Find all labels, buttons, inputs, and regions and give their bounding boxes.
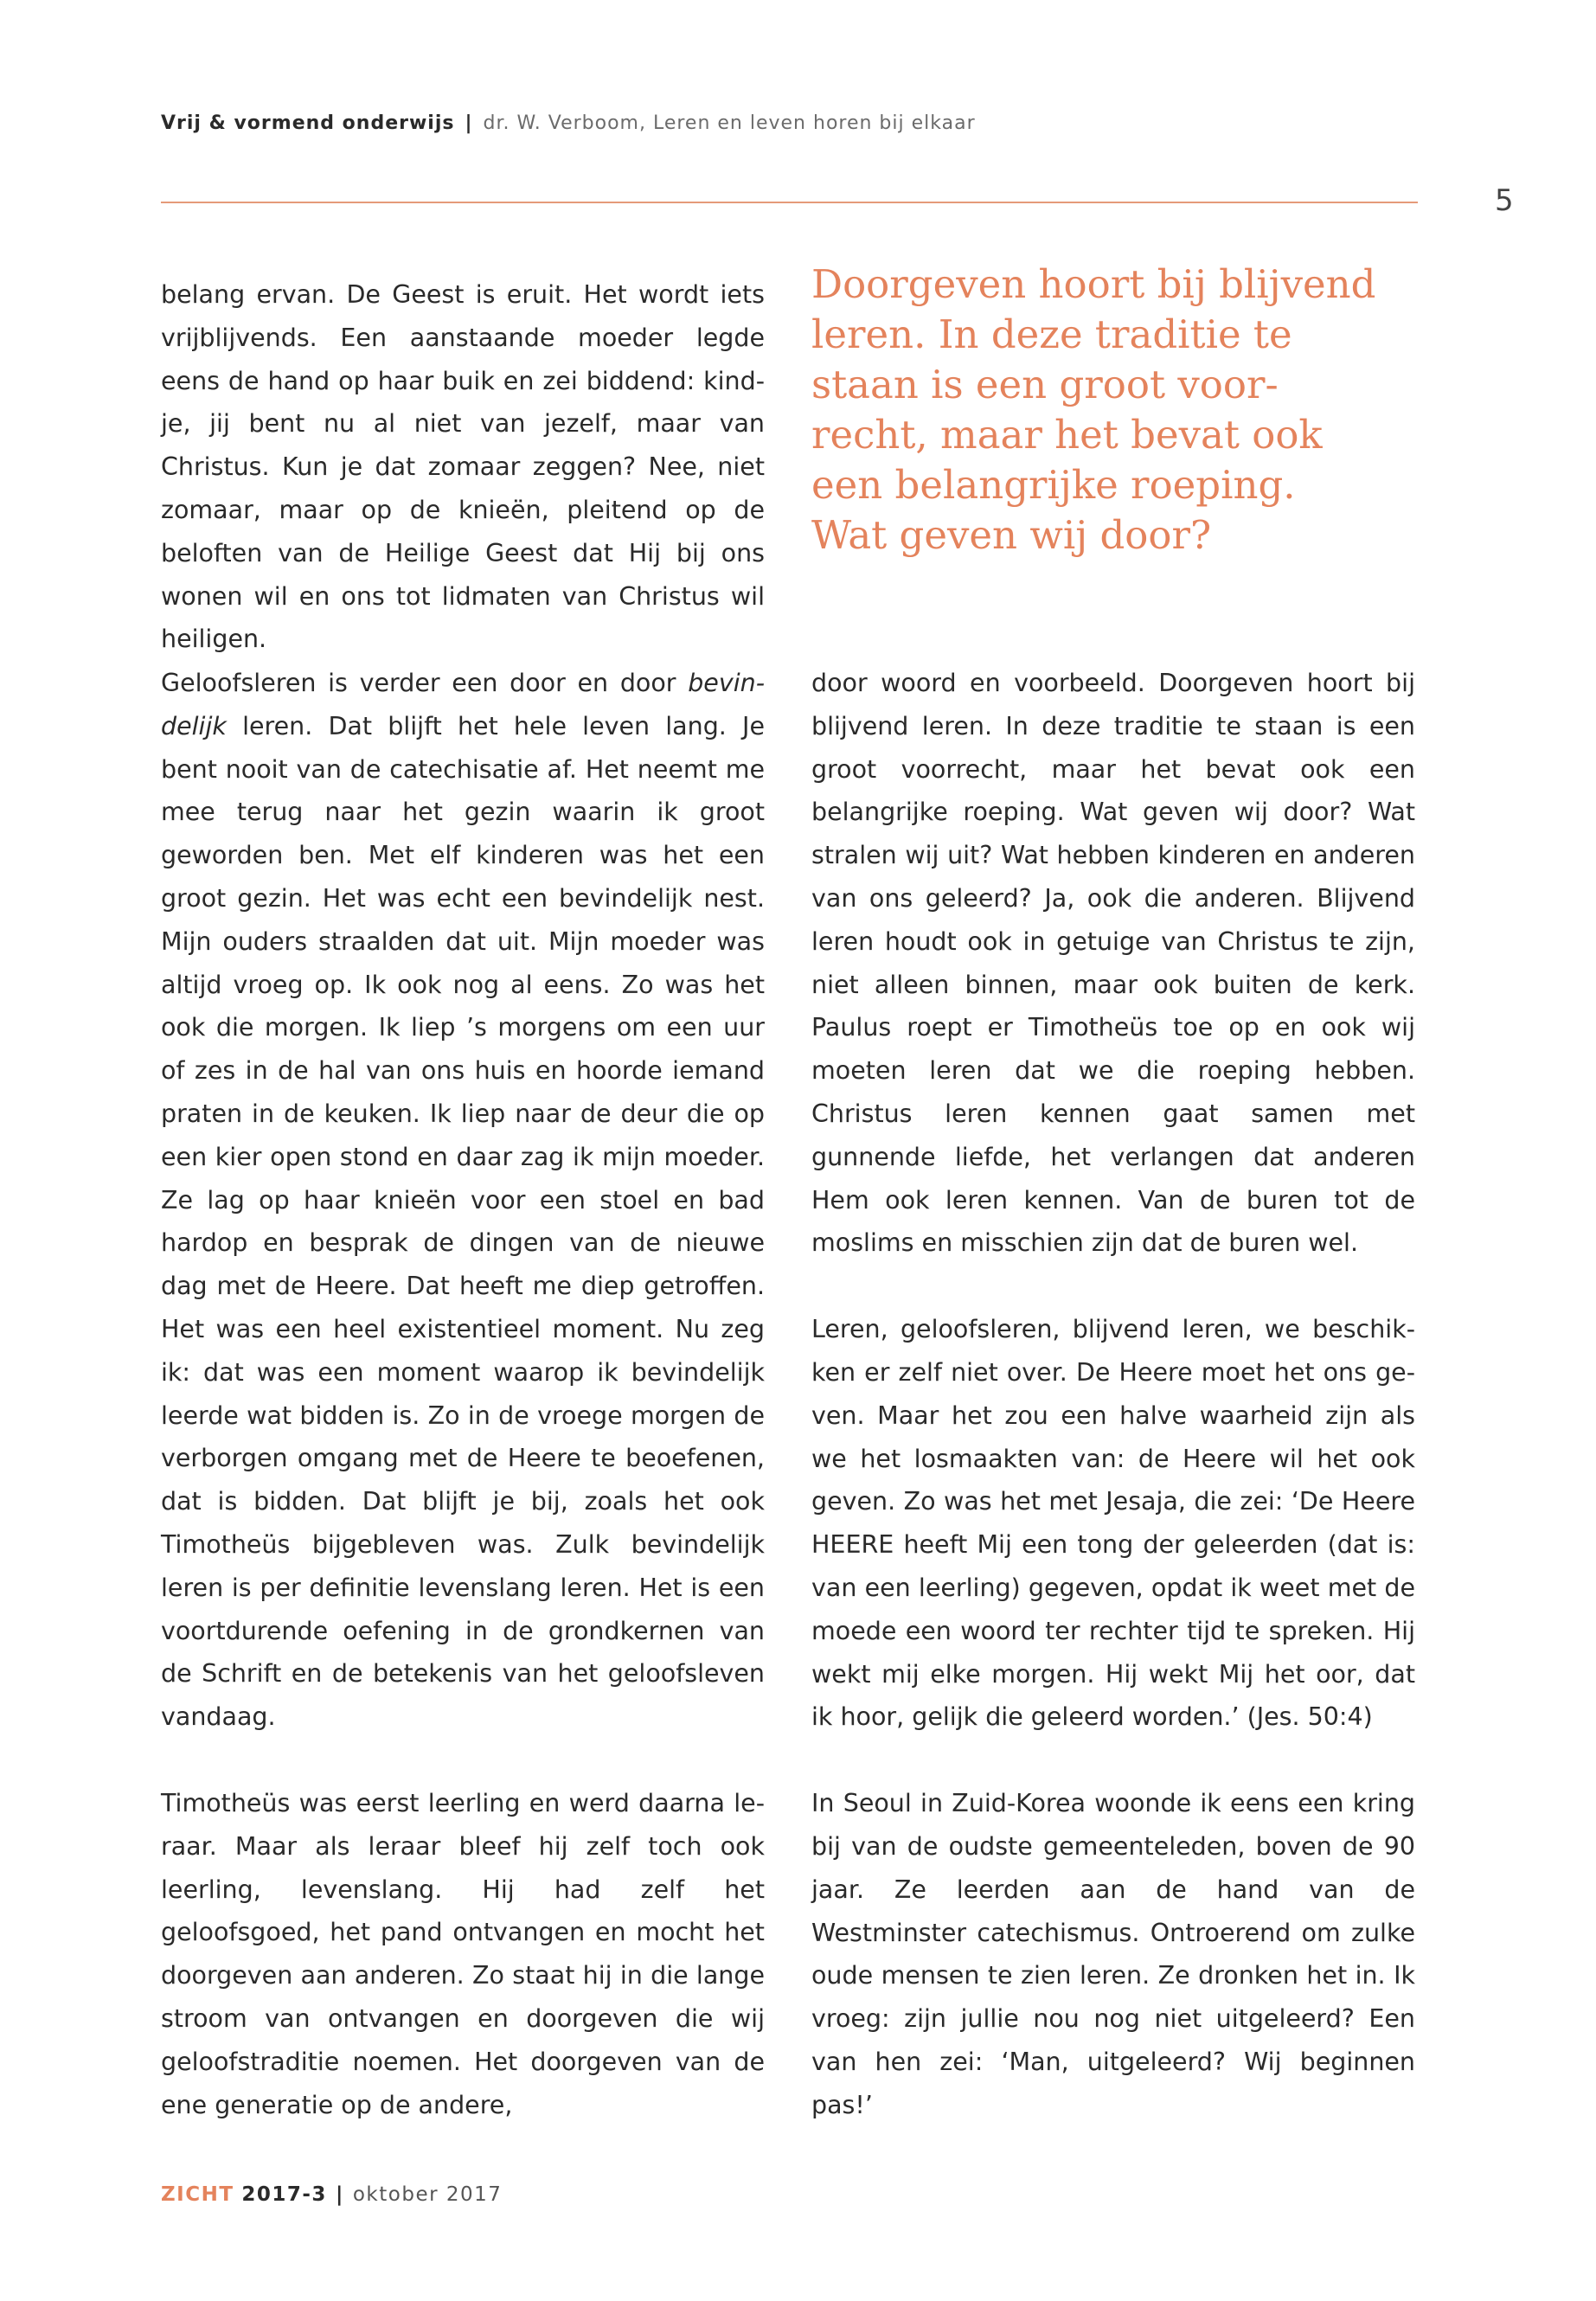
paragraph: Timotheüs was eerst leerling en werd daarna leraar. Maar als leraar bleef hij zelf toch ook leerling, levenslang. Hij had zelf het geloofsgoed, het pand ontvangen en mocht het doorgeven aan anderen. Zo staat hij in die lange stroom van ontvangen en doorgeven die wij geloofstraditie noemen. Het doorgeven van de ene generatie op de andere, xyxy=(161,1788,765,2119)
text-run: Geloofsleren is verder een door en door xyxy=(161,669,689,697)
paragraph: Leren, geloofsleren, blijvend leren, we beschikken er zelf niet over. De Heere moet het ons geven. Maar het zou een halve waarheid zijn als we het losmaakten van: de Heere wil het ook geven. Zo was het met Jesaja, die zei: ‘De Heere HEERE heeft Mij een tong der geleerden (dat is: van een leerling) gegeven, opdat ik weet met de moede een woord ter rechter tijd te spreken. Hij wekt mij elke morgen. Hij wekt Mij het oor, dat ik hoor, gelijk die geleerd worden.’ (Jes. 50:4) xyxy=(811,1315,1415,1732)
issue-number: 2017-3 xyxy=(241,2183,327,2206)
left-column-top xyxy=(161,273,765,661)
pull-quote-line: leren. In deze traditie te xyxy=(811,311,1292,357)
pull-quote-line: een belangrijke roeping. xyxy=(811,462,1296,508)
pull-quote-line: Doorgeven hoort bij blijvend xyxy=(811,261,1376,307)
pull-quote-line: recht, maar het bevat ook xyxy=(811,412,1323,458)
page-number: 5 xyxy=(1495,183,1514,218)
paragraph: belang ervan. De Geest is eruit. Het wordt iets vrijblijvends. Een aanstaande moeder legde eens de hand op haar buik en zei biddend: kindje, jij bent nu al niet van jezelf, maar van Christus. Kun je dat zomaar zeggen? Nee, niet zomaar, maar op de knieën, pleitend op de beloften van de Heilige Geest dat Hij bij ons wonen wil en ons tot lidmaten van Christus wil heiligen. xyxy=(161,280,765,654)
paragraph: In Seoul in Zuid-Korea woonde ik eens een kring bij van de oudste gemeenteleden, boven de 90 jaar. Ze leerden aan de hand van de Westminster catechismus. Ontroerend om zulke oude mensen te zien leren. Ze dronken het in. Ik vroeg: zijn jullie nou nog niet uitgeleerd? Een van hen zei: ‘Man, uitgeleerd? Wij beginnen pas!’ xyxy=(811,1789,1415,2119)
issue-date: oktober 2017 xyxy=(352,2183,503,2206)
page-footer xyxy=(161,2183,502,2206)
series-title: Vrij & vormend onderwijs xyxy=(161,112,455,134)
header-separator: | xyxy=(465,112,473,134)
pull-quote xyxy=(811,260,1434,561)
emphasis: bevindelijk xyxy=(161,669,765,740)
magazine-name: ZICHT xyxy=(161,2183,234,2206)
footer-separator: | xyxy=(335,2183,344,2206)
right-column-body xyxy=(811,662,1415,2127)
paragraph: door woord en voorbeeld. Doorgeven hoort bij blijvend leren. In deze traditie te staan is een groot voorrecht, maar het bevat ook een belangrijke roeping. Wat geven wij door? Wat stralen wij uit? Wat hebben kinderen en anderen van ons geleerd? Ja, ook die anderen. Blijvend leren houdt ook in getuige van Christus te zijn, niet alleen binnen, maar ook buiten de kerk. Paulus roept er Timotheüs toe op en ook wij moeten leren dat we die roeping hebben. Christus leren kennen gaat samen met gunnende liefde, het verlangen dat anderen Hem ook leren kennen. Van de buren tot de moslims en misschien zijn dat de buren wel. xyxy=(811,669,1415,1258)
header-divider xyxy=(161,202,1418,203)
pull-quote-line: Wat geven wij door? xyxy=(811,512,1212,558)
left-column-body xyxy=(161,662,765,2126)
text-run: leren. Dat blijft het hele leven lang. Je bent nooit van de catechisatie af. Het neemt me mee terug naar het gezin waarin ik groot geworden ben. Met elf kinderen was het een groot gezin. Het was echt een bevindelijk nest. Mijn ouders straalden dat uit. Mijn moeder was altijd vroeg op. Ik ook nog al eens. Zo was het ook die morgen. Ik liep ’s morgens om een uur of zes in de hal van ons huis en hoorde iemand praten in de keuken. Ik liep naar de deur die op een kier open stond en daar zag ik mijn moeder. Ze lag op haar knieën voor een stoel en bad hardop en besprak de dingen van de nieuwe dag met de Heere. Dat heeft me diep getroffen. Het was een heel existentieel moment. Nu zeg ik: dat was een moment waarop ik bevindelijk leerde wat bidden is. Zo in de vroege morgen de verborgen omgang met de Heere te beoefenen, dat is bidden. Dat blijft je bij, zoals het ook Timotheüs bijgebleven was. Zulk bevindelijk leren is per definitie levenslang leren. Het is een voortdurende oefening in de grondkernen van de Schrift en de betekenis van het geloofsleven vandaag. xyxy=(161,711,765,1732)
paragraph xyxy=(161,662,765,1739)
pull-quote-line: staan is een groot voor- xyxy=(811,362,1279,407)
author-article-title: dr. W. Verboom, Leren en leven horen bij elkaar xyxy=(483,112,976,134)
running-header xyxy=(161,112,1415,134)
